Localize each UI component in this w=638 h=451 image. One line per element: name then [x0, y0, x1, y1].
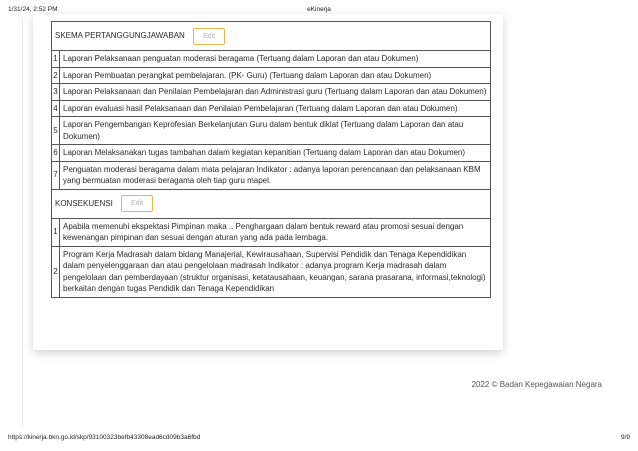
skema-row [52, 67, 491, 84]
row-number: 7 [52, 161, 60, 189]
print-footer [0, 434, 638, 444]
row-number: 3 [52, 84, 60, 101]
row-number: 2 [52, 246, 60, 297]
konsekuensi-title: KONSEKUENSI [55, 198, 113, 208]
skema-edit-button[interactable]: Edit [193, 28, 225, 45]
konsekuensi-row [52, 246, 491, 297]
skema-row [52, 100, 491, 117]
skema-row [52, 161, 491, 189]
konsekuensi-row [52, 218, 491, 246]
row-text: Laporan Pelaksanaan penguatan moderasi beragama (Tertuang dalam Laporan dan atau Dokumen) [60, 51, 491, 68]
row-number: 1 [52, 218, 60, 246]
row-text: Program Kerja Madrasah dalam bidang Manajerial, Kewirausahaan, Supervisi Pendidik dan Tenaga Kependidikan dalam penyelenggaraan dan atau pengelolaan madrasah Indikator : adanya program Kerja madrasah dalam pengelolaan dan pemberdayaan (struktur organisasi, ketatausahaan, keuangan, sarana prasarana, informasi,teknologi) berkaitan dengan tugas Pendidik dan Tenaga Kependidikan [60, 246, 491, 297]
row-text: Apabila memenuhi ekspektasi Pimpinan maka .. Penghargaan dalam bentuk reward atau promosi sesuai dengan kewenangan pimpinan dan sesuai dengan aturan yang ada pada lembaga. [60, 218, 491, 246]
skema-row [52, 51, 491, 68]
skema-title: SKEMA PERTANGGUNGJAWABAN [55, 31, 185, 41]
skema-row [52, 84, 491, 101]
row-text: Laporan Pelaksanaan dan Penilaian Pembelajaran dan Administrasi guru (Tertuang dalam Laporan dan atau Dokumen) [60, 84, 491, 101]
konsekuensi-header-cell [52, 189, 491, 218]
row-number: 1 [52, 51, 60, 68]
print-page-title: eKinerja [307, 6, 331, 13]
print-url: https://kinerja.bkn.go.id/skp/93100323befb43308ead6cd09b3a6fbd [8, 434, 201, 441]
skema-header-cell [52, 22, 491, 51]
row-number: 2 [52, 67, 60, 84]
konsekuensi-header-row [52, 189, 491, 218]
print-datetime: 1/31/24, 2:52 PM [8, 6, 58, 13]
skema-table [51, 21, 491, 298]
row-text: Penguatan moderasi beragama dalam mata pelajaran Indikator : adanya laporan perencanaan dan pelaksanaan KBM yang bermuatan moderasi beragama oleh tiap guru mapel. [60, 161, 491, 189]
skema-row [52, 117, 491, 145]
skema-row [52, 145, 491, 162]
row-number: 5 [52, 117, 60, 145]
row-text: Laporan Pembuatan perangkat pembelajaran. (PK- Guru) (Tertuang dalam Laporan dan atau Dokumen) [60, 67, 491, 84]
row-text: Laporan Melaksanakan tugas tambahan dalam kegiatan kepanitian (Tertuang dalam Laporan dan atau Dokumen) [60, 145, 491, 162]
print-page-number: 9/9 [620, 434, 630, 441]
row-text: Laporan evaluasi hasil Pelaksanaan dan Penilaian Pembelajaran (Tertuang dalam Laporan dan atau Dokumen) [60, 100, 491, 117]
skema-header-row [52, 22, 491, 51]
row-text: Laporan Pengembangan Keprofesian Berkelanjutan Guru dalam bentuk diklat (Tertuang dalam Laporan dan atau Dokumen) [60, 117, 491, 145]
row-number: 6 [52, 145, 60, 162]
page-left-divider [22, 18, 23, 426]
content-card [33, 14, 503, 350]
konsekuensi-edit-button[interactable]: Edit [121, 195, 153, 212]
footer-copyright: 2022 © Badan Kepegawaian Negara [471, 380, 602, 389]
row-number: 4 [52, 100, 60, 117]
